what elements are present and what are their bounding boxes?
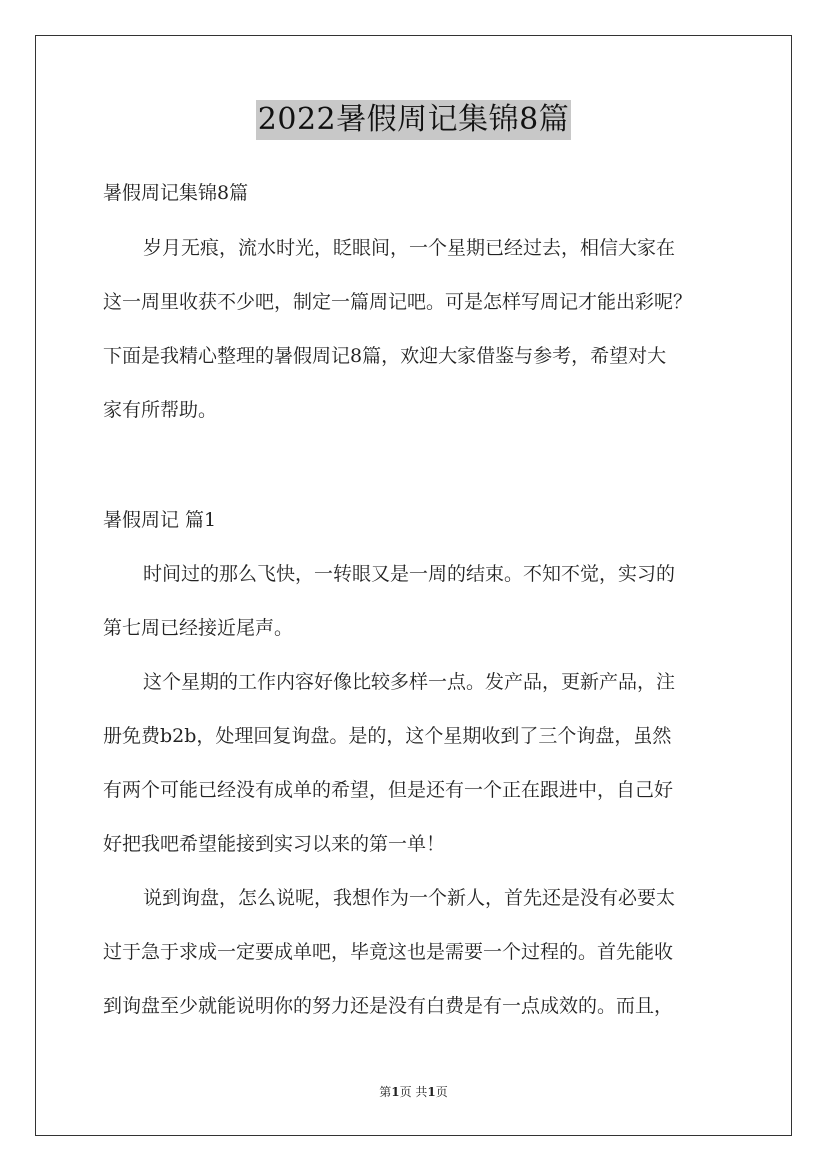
body-line: 说到询盘，怎么说呢，我想作为一个新人，首先还是没有必要太	[143, 887, 676, 909]
body-line: 到询盘至少就能说明你的努力还是没有白费是有一点成效的。而且，	[103, 995, 674, 1017]
body-line: 册免费b2b，处理回复询盘。是的，这个星期收到了三个询盘，虽然	[103, 725, 672, 747]
footer-mid: 页 共	[399, 1085, 428, 1099]
intro-line: 家有所帮助。	[103, 399, 218, 421]
body-line: 有两个可能已经没有成单的希望，但是还有一个正在跟进中，自己好	[103, 779, 674, 801]
footer-page-total: 1	[427, 1085, 436, 1099]
section-heading: 暑假周记 篇1	[103, 509, 217, 531]
body-line: 这个星期的工作内容好像比较多样一点。发产品，更新产品，注	[143, 671, 676, 693]
body-line: 时间过的那么飞快，一转眼又是一周的结束。不知不觉，实习的	[143, 563, 676, 585]
subtitle: 暑假周记集锦8篇	[103, 182, 249, 204]
intro-line: 岁月无痕，流水时光，眨眼间，一个星期已经过去，相信大家在	[143, 237, 676, 259]
intro-line: 下面是我精心整理的暑假周记8篇，欢迎大家借鉴与参考，希望对大	[103, 345, 667, 367]
document-title: 2022暑假周记集锦8篇	[256, 100, 571, 140]
footer-suffix: 页	[435, 1085, 448, 1099]
body-line: 第七周已经接近尾声。	[103, 617, 294, 639]
footer-prefix: 第	[379, 1085, 392, 1099]
footer-page-number: 1	[391, 1085, 400, 1099]
body-line: 好把我吧希望能接到实习以来的第一单！	[103, 833, 446, 855]
page-footer	[0, 1084, 827, 1100]
document-title-row	[0, 100, 827, 144]
intro-line: 这一周里收获不少吧，制定一篇周记吧。可是怎样写周记才能出彩呢？	[103, 291, 693, 313]
body-line: 过于急于求成一定要成单吧，毕竟这也是需要一个过程的。首先能收	[103, 941, 674, 963]
